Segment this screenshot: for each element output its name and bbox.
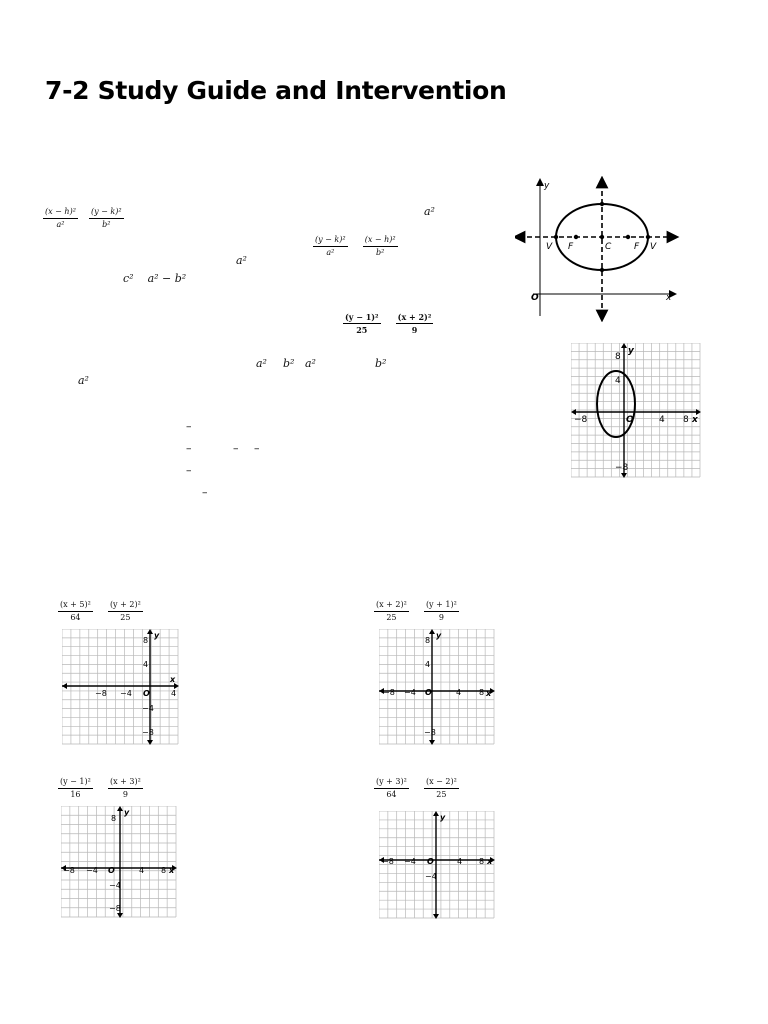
axis-label-y: y (124, 808, 130, 817)
focus-point (626, 235, 630, 239)
standard-form-horizontal (43, 199, 124, 230)
math-fragment: a² (78, 374, 89, 387)
axis-label-x: x (169, 866, 175, 875)
fraction: $\frac{\text{(x − h)²}}{\text{a²}}$ (45, 207, 76, 229)
axis-label-y: y (544, 181, 550, 191)
axis-label-x: x (487, 857, 493, 866)
tick-label: 8 (479, 688, 485, 697)
axis-label-x: x (486, 689, 492, 698)
math-fragment: a² (236, 254, 247, 267)
fraction: $\frac{\text{(x + 2)²}}{9}$ (397, 312, 432, 335)
grid (61, 806, 176, 917)
co-vertex-point (600, 268, 604, 272)
example-graph (571, 343, 701, 478)
fraction: $\frac{\text{(y + 1)²}}{9}$ (425, 600, 457, 622)
origin-label: O (427, 857, 434, 866)
tick-label: 8 (143, 636, 149, 645)
tick-label: −8 (63, 866, 75, 875)
fraction: $\frac{\text{(y + 2)²}}{25}$ (109, 600, 141, 622)
fraction-bar: – (186, 442, 192, 455)
standard-form-vertical (313, 227, 398, 258)
origin-label: O (108, 866, 115, 875)
tick-label: −4 (142, 704, 154, 713)
tick-label: −4 (425, 872, 437, 881)
origin-label: O (425, 688, 432, 697)
origin-label: O (626, 415, 634, 425)
fraction-bar: – (186, 464, 192, 477)
fraction-bar: – (254, 442, 260, 455)
vertex-point (646, 235, 650, 239)
fraction: $\frac{\text{(y − k)²}}{\text{a²}}$ (315, 235, 346, 257)
center-label: C (605, 242, 612, 252)
fraction: $\frac{\text{(y − 1)²}}{25}$ (345, 312, 379, 335)
ellipse-diagram (515, 176, 685, 322)
math-fragment: a² (305, 357, 316, 370)
tick-label: −8 (424, 728, 436, 737)
tick-label: −8 (109, 904, 121, 913)
math-fragment: a² (256, 357, 267, 370)
axis-label-y: y (628, 346, 634, 356)
tick-label: 4 (659, 415, 665, 425)
fraction: $\frac{\text{(x − h)²}}{\text{b²}}$ (364, 235, 396, 257)
math-fragment: b² (283, 357, 295, 370)
axis-label-y: y (440, 813, 446, 822)
fraction-bar: – (202, 486, 208, 499)
fraction: $\frac{\text{(x + 2)²}}{25}$ (376, 600, 407, 622)
origin-label: O (531, 293, 539, 303)
axis-arrows (571, 343, 701, 478)
vertex-label: V (546, 242, 553, 252)
tick-label: −4 (404, 857, 416, 866)
tick-label: 4 (139, 866, 145, 875)
tick-label: 4 (456, 688, 462, 697)
focus-relation: c² a² − b² (123, 272, 187, 285)
fraction-bar: – (233, 442, 239, 455)
axis-label-x: x (170, 675, 176, 684)
axis-label-x: x (692, 415, 698, 425)
fraction: $\frac{\text{(x + 5)²}}{64}$ (60, 600, 91, 622)
fraction: $\frac{\text{(y + 3)²}}{64}$ (376, 777, 407, 799)
grid (379, 629, 494, 744)
tick-label: 4 (171, 689, 177, 698)
tick-label: 8 (479, 857, 485, 866)
tick-label: 8 (615, 352, 621, 362)
tick-label: −8 (574, 415, 588, 425)
exercise-1-grid (62, 629, 179, 745)
tick-label: 4 (425, 660, 431, 669)
focus-label: F (568, 242, 574, 252)
exercise-2-grid (379, 629, 495, 745)
tick-label: −4 (120, 689, 132, 698)
example-equation (343, 305, 433, 335)
exercise-4-grid (379, 811, 495, 919)
tick-label: 4 (457, 857, 463, 866)
center-point (600, 235, 604, 239)
origin-label: O (143, 689, 150, 698)
focus-point (574, 235, 578, 239)
fraction: $\frac{\text{(y − 1)²}}{16}$ (60, 777, 91, 799)
exercise-3-equation (58, 769, 143, 800)
axis-label-x: x (666, 293, 672, 303)
fraction: $\frac{\text{(y − k)²}}{\text{b²}}$ (91, 207, 122, 229)
exercise-2-equation (374, 592, 459, 623)
tick-label: 4 (615, 376, 621, 386)
fraction-bar: – (186, 420, 192, 433)
tick-label: −8 (142, 728, 154, 737)
fraction: $\frac{\text{(x + 3)²}}{9}$ (109, 777, 141, 799)
tick-label: −4 (86, 866, 98, 875)
tick-label: −8 (382, 857, 394, 866)
tick-label: −4 (109, 881, 121, 890)
math-fragment: a² (424, 205, 435, 218)
exercise-1-equation (58, 592, 143, 623)
tick-label: 8 (111, 814, 117, 823)
tick-label: −8 (615, 463, 629, 473)
exercise-4-equation (374, 769, 459, 800)
tick-label: −8 (95, 689, 107, 698)
tick-label: −4 (404, 688, 416, 697)
axis-label-y: y (436, 631, 442, 640)
math-fragment: b² (375, 357, 387, 370)
axis-label-y: y (154, 631, 160, 640)
vertex-point (554, 235, 558, 239)
tick-label: −8 (383, 688, 395, 697)
fraction: $\frac{\text{(x − 2)²}}{25}$ (425, 777, 457, 799)
focus-label: F (634, 242, 640, 252)
tick-label: 4 (143, 660, 149, 669)
exercise-3-grid (61, 806, 177, 918)
co-vertex-point (600, 202, 604, 206)
tick-label: 8 (161, 866, 167, 875)
vertex-label: V (650, 242, 657, 252)
page-title: 7-2 Study Guide and Intervention (45, 76, 507, 105)
tick-label: 8 (683, 415, 689, 425)
tick-label: 8 (425, 636, 431, 645)
